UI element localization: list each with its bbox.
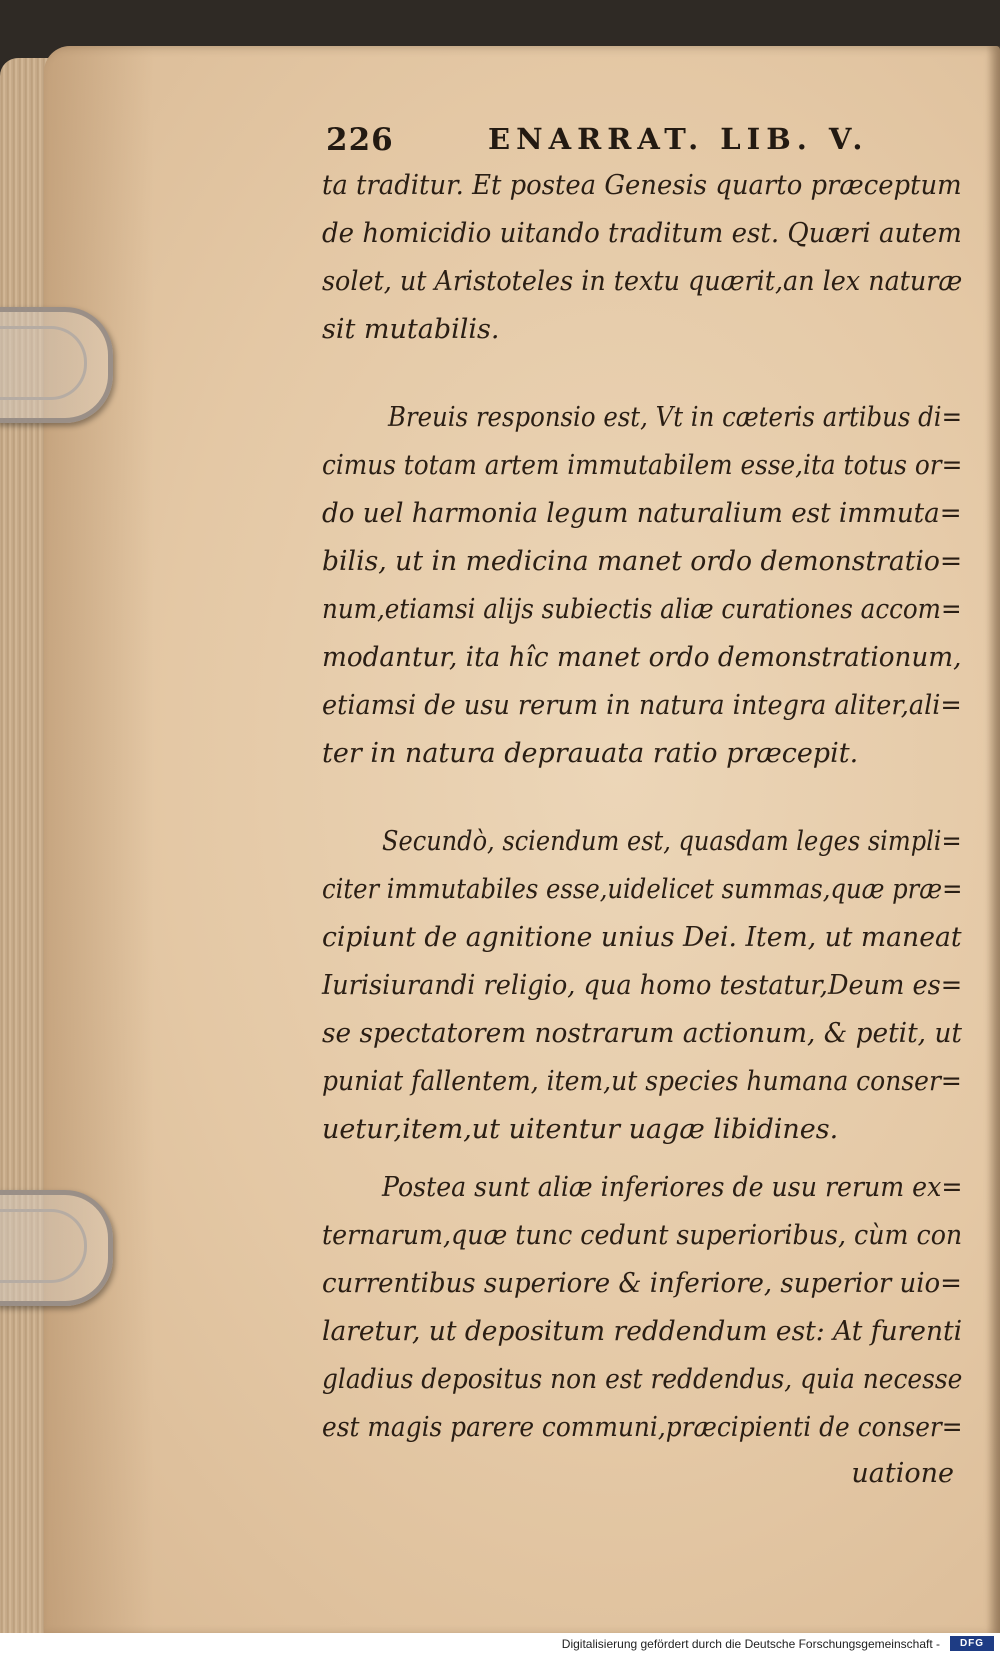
text-line: Iurisiurandi religio, qua homo testatur,Deum es= [322, 970, 963, 1001]
text-line: solet, ut Aristoteles in textu quærit,an lex naturæ [322, 266, 963, 297]
running-head: ENARRAT. LIB. V. [488, 122, 869, 156]
text-line: do uel harmonia legum naturalium est immuta= [322, 498, 962, 529]
funding-credit: Digitalisierung gefördert durch die Deutsche Forschungsgemeinschaft - [561, 1637, 940, 1651]
page-number: 226 [326, 122, 394, 158]
text-line: Breuis responsio est, Vt in cæteris artibus di= [388, 402, 963, 433]
text-line: se spectatorem nostrarum actionum, & petit, ut [322, 1018, 963, 1049]
text-line: ter in natura deprauata ratio præcepit. [322, 738, 859, 769]
page-clip-top [0, 307, 113, 423]
text-line: citer immutabiles esse,uidelicet summas,quæ præ= [322, 874, 963, 905]
text-line: laretur, ut depositum reddendum est: At furenti [322, 1316, 963, 1347]
text-line: num,etiamsi alijs subiectis aliæ curationes accom= [322, 594, 962, 625]
text-line: puniat fallentem, item,ut species humana conser= [322, 1066, 962, 1097]
text-line: de homicidio uitando traditum est. Quæri autem [322, 218, 962, 249]
catchword: uatione [851, 1458, 954, 1489]
text-line: cipiunt de agnitione unius Dei. Item, ut maneat [322, 922, 962, 953]
text-line: est magis parere communi,præcipienti de conser= [322, 1412, 963, 1443]
dfg-logo: DFG [950, 1636, 994, 1651]
text-line: currentibus superiore & inferiore, superior uio= [322, 1268, 962, 1299]
text-line: Secundò, sciendum est, quasdam leges simpli= [382, 826, 962, 857]
text-line: bilis, ut in medicina manet ordo demonstratio= [322, 546, 963, 577]
text-line: ta traditur. Et postea Genesis quarto præceptum [322, 170, 962, 201]
page-header [322, 122, 942, 172]
text-line: gladius depositus non est reddendus, quia necesse [322, 1364, 963, 1395]
digitization-footer [0, 1633, 1000, 1655]
page-clip-bottom [0, 1190, 113, 1306]
text-line: etiamsi de usu rerum in natura integra aliter,ali= [322, 690, 962, 721]
text-line: cimus totam artem immutabilem esse,ita totus or= [322, 450, 963, 481]
text-line: modantur, ita hîc manet ordo demonstrationum, [322, 642, 962, 673]
text-line: sit mutabilis. [322, 314, 500, 345]
text-line: ternarum,quæ tunc cedunt superioribus, cùm con [322, 1220, 963, 1251]
text-line: uetur,item,ut uitentur uagæ libidines. [322, 1114, 839, 1145]
text-line: Postea sunt aliæ inferiores de usu rerum ex= [382, 1172, 963, 1203]
